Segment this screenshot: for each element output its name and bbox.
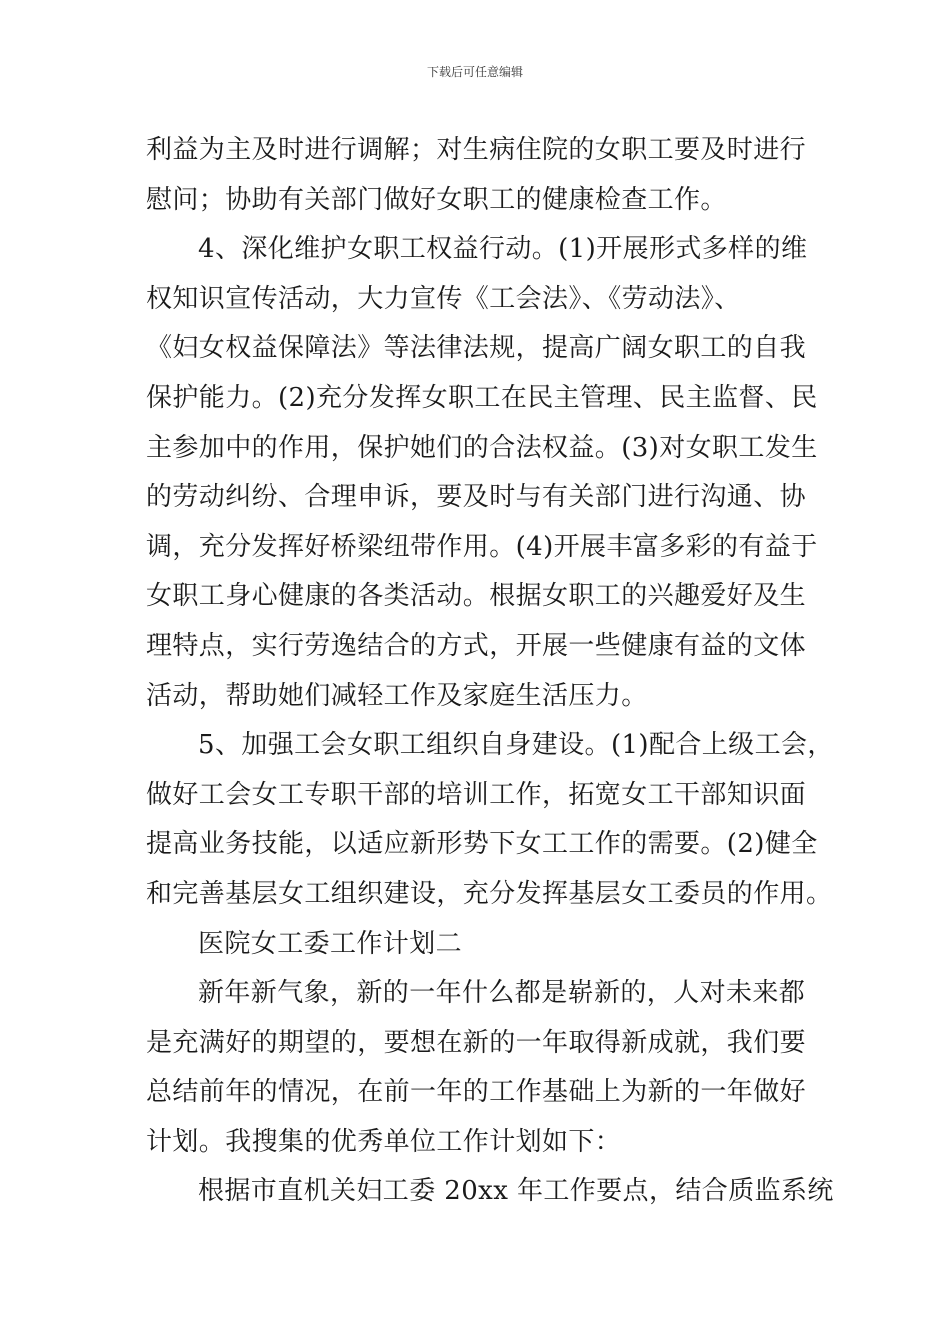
text-line: 新年新气象，新的一年什么都是崭新的，人对未来都 <box>198 978 806 1009</box>
text-line: 利益为主及时进行调解；对生病住院的女职工要及时进行 <box>146 135 807 165</box>
text-line: 《妇女权益保障法》等法律法规，提高广阔女职工的自我 <box>146 333 807 364</box>
text-line: 提高业务技能，以适应新形势下女工工作的需要。(2)健全 <box>146 829 818 860</box>
text-line: 保护能力。(2)充分发挥女职工在民主管理、民主监督、民 <box>146 382 818 413</box>
text-line: 主参加中的作用，保护她们的合法权益。(3)对女职工发生 <box>146 432 818 463</box>
text-line: 总结前年的情况，在前一年的工作基础上为新的一年做好 <box>146 1077 807 1108</box>
document-body <box>146 126 834 1217</box>
text-line: 理特点，实行劳逸结合的方式，开展一些健康有益的文体 <box>146 630 807 661</box>
header-text: 下载后可任意编辑 <box>426 65 523 79</box>
text-line: 和完善基层女工组织建设，充分发挥基层女工委员的作用。 <box>146 878 833 909</box>
text-line: 计划。我搜集的优秀单位工作计划如下： <box>146 1126 622 1157</box>
text-line: 女职工身心健康的各类活动。根据女职工的兴趣爱好及生 <box>146 581 807 612</box>
text-line: 5、加强工会女职工组织自身建设。(1)配合上级工会， <box>198 730 834 761</box>
text-line: 慰问；协助有关部门做好女职工的健康检查工作。 <box>146 184 727 215</box>
text-line: 活动，帮助她们减轻工作及家庭生活压力。 <box>146 680 648 711</box>
text-line: 调，充分发挥好桥梁纽带作用。(4)开展丰富多彩的有益于 <box>146 531 818 562</box>
text-line: 做好工会女工专职干部的培训工作，拓宽女工干部知识面 <box>146 779 807 810</box>
section-heading: 医院女工委工作计划二 <box>198 928 463 959</box>
text-line: 权知识宣传活动，大力宣传《工会法》、《劳动法》、 <box>146 283 741 314</box>
text-line: 的劳动纠纷、合理申诉，要及时与有关部门进行沟通、协 <box>146 482 807 513</box>
page-header <box>0 64 950 80</box>
text-line: 4、深化维护女职工权益行动。(1)开展形式多样的维 <box>198 234 808 265</box>
text-line: 是充满好的期望的，要想在新的一年取得新成就，我们要 <box>146 1027 807 1058</box>
text-line: 根据市直机关妇工委 20xx 年工作要点，结合质监系统 <box>198 1176 834 1207</box>
